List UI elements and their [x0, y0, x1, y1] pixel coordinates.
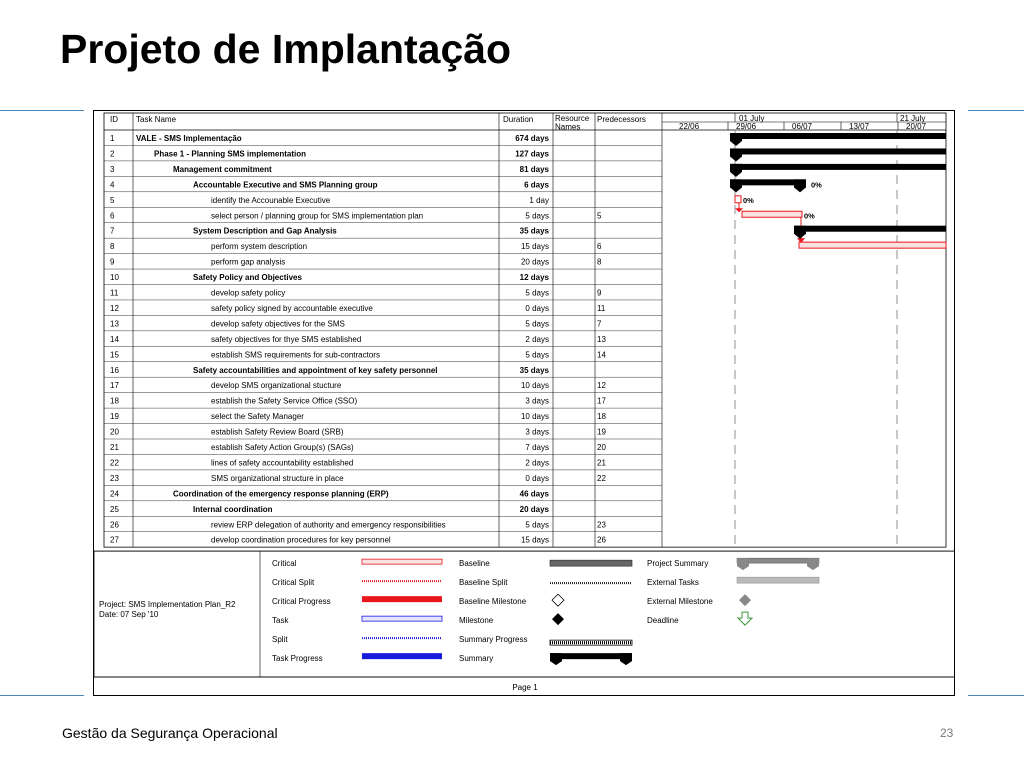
task-duration: 6 days — [524, 180, 549, 190]
task-id: 9 — [110, 257, 115, 267]
task-duration: 20 days — [519, 504, 549, 514]
bar-percent-label: 0% — [811, 180, 822, 190]
task-predecessor: 5 — [597, 211, 602, 221]
legend-task-swatch — [362, 616, 442, 621]
critical-bar-task-8 — [799, 242, 946, 248]
task-id: 20 — [110, 427, 119, 437]
summary-bar-task-4-cap — [794, 179, 806, 192]
summary-bar-task-3 — [730, 164, 946, 170]
summary-bar-task-2 — [730, 148, 946, 154]
task-predecessor: 22 — [597, 473, 606, 483]
task-id: 7 — [110, 226, 115, 236]
timescale — [662, 113, 946, 547]
header-id: ID — [110, 115, 118, 124]
task-predecessor: 20 — [597, 443, 606, 452]
task-name: establish Safety Review Board (SRB) — [211, 427, 344, 437]
legend-deadline-label: Deadline — [647, 616, 679, 626]
task-id: 8 — [110, 242, 115, 252]
task-predecessor: 26 — [597, 535, 606, 545]
task-duration: 10 days — [520, 412, 549, 422]
task-predecessor: 14 — [597, 350, 606, 360]
legend-milestone-icon — [552, 613, 564, 625]
task-predecessor: 19 — [597, 427, 606, 437]
legend — [94, 551, 955, 677]
header-task-name: Task Name — [136, 115, 177, 124]
legend-critical-split-label: Critical Split — [272, 578, 315, 588]
task-name: Management commitment — [173, 164, 272, 174]
timescale-week-label: 20/07 — [906, 122, 927, 131]
task-id: 1 — [110, 134, 115, 143]
gantt-chart — [94, 111, 955, 696]
legend-task-progress-label: Task Progress — [272, 654, 323, 664]
task-duration: 46 days — [519, 489, 549, 499]
task-rows — [110, 134, 606, 545]
task-name: perform system description — [211, 242, 308, 252]
page-number: 23 — [940, 726, 954, 740]
page-footer — [94, 677, 955, 692]
legend-summary-swatch — [550, 653, 632, 659]
task-duration: 5 days — [525, 350, 549, 360]
legend-task-progress-swatch — [362, 653, 442, 659]
task-name: Phase 1 - Planning SMS implementation — [154, 149, 307, 159]
task-duration: 2 days — [525, 458, 549, 468]
header-duration: Duration — [503, 115, 534, 124]
legend-external-tasks-label: External Tasks — [647, 578, 699, 588]
task-id: 27 — [110, 535, 119, 545]
divider-left-bottom — [0, 695, 84, 696]
task-id: 19 — [110, 412, 119, 422]
task-name: SMS organizational structure in place — [211, 473, 344, 483]
legend-summary-cap — [550, 653, 562, 665]
task-duration: 5 days — [525, 520, 549, 530]
task-duration: 15 days — [520, 535, 549, 545]
task-duration: 35 days — [519, 365, 549, 375]
summary-bar-task-4-cap — [730, 179, 742, 192]
timescale-top-label: 01 July — [739, 114, 765, 123]
task-id: 23 — [110, 473, 119, 483]
critical-bar-task-6 — [742, 211, 802, 217]
task-duration: 5 days — [525, 211, 549, 221]
legend-external-tasks-swatch — [737, 577, 819, 583]
legend-deadline-icon — [738, 612, 752, 625]
task-predecessor: 6 — [597, 242, 602, 252]
task-id: 5 — [110, 195, 115, 205]
legend-external-milestone-label: External Milestone — [647, 597, 713, 607]
task-predecessor: 8 — [597, 257, 602, 267]
legend-summary-label: Summary — [459, 654, 494, 664]
task-id: 14 — [110, 334, 119, 344]
task-id: 22 — [110, 458, 119, 468]
task-id: 11 — [110, 288, 119, 298]
summary-bar-task-1-cap — [730, 133, 742, 146]
legend-frame — [94, 551, 955, 677]
gantt-document — [93, 110, 955, 696]
task-duration: 10 days — [520, 381, 549, 391]
task-duration: 5 days — [525, 288, 549, 298]
task-id: 17 — [110, 381, 119, 391]
task-name: Accountable Executive and SMS Planning group — [193, 180, 378, 190]
summary-bar-task-7-cap — [794, 226, 806, 239]
task-predecessor: 11 — [597, 303, 606, 313]
divider-right-bottom — [968, 695, 1024, 696]
task-name: select the Safety Manager — [211, 412, 304, 422]
task-predecessor: 17 — [597, 396, 606, 406]
task-predecessor: 9 — [597, 288, 602, 298]
task-duration: 3 days — [525, 427, 549, 437]
task-duration: 15 days — [520, 242, 549, 252]
task-id: 16 — [110, 365, 119, 375]
legend-baseline-swatch — [550, 560, 632, 566]
task-duration: 2 days — [525, 334, 549, 344]
legend-task-label: Task — [272, 616, 289, 626]
task-duration: 0 days — [525, 303, 549, 313]
task-name: identify the Accounable Executive — [211, 195, 331, 205]
task-name: perform gap analysis — [211, 257, 286, 267]
legend-project-summary-cap — [737, 558, 749, 570]
header-resource-names-1: Resource — [555, 114, 590, 123]
slide-title: Projeto de Implantação — [60, 26, 512, 72]
task-name: VALE - SMS Implementação — [136, 134, 242, 143]
divider-left — [0, 110, 84, 111]
task-duration: 3 days — [525, 396, 549, 406]
task-name: System Description and Gap Analysis — [193, 226, 337, 236]
legend-baseline-milestone-label: Baseline Milestone — [459, 597, 527, 607]
legend-project-summary-cap — [807, 558, 819, 570]
legend-baseline-label: Baseline — [459, 559, 490, 569]
task-id: 12 — [110, 303, 119, 313]
task-id: 4 — [110, 180, 115, 190]
task-duration: 5 days — [525, 319, 549, 329]
task-duration: 12 days — [519, 273, 549, 283]
task-name: develop SMS organizational stucture — [211, 381, 342, 391]
summary-bar-task-1 — [730, 133, 946, 139]
task-name: develop safety objectives for the SMS — [211, 319, 345, 329]
task-name: Coordination of the emergency response planning (ERP) — [173, 489, 389, 499]
critical-bar-task-5 — [735, 196, 741, 203]
task-name: develop safety policy — [211, 288, 286, 298]
legend-external-milestone-icon — [739, 594, 751, 606]
legend-project-summary-swatch — [737, 558, 819, 563]
timescale-week-label: 06/07 — [792, 122, 813, 131]
legend-summary-progress-label: Summary Progress — [459, 635, 528, 645]
task-name: Safety accountabilities and appointment of key safety personnel — [193, 365, 438, 375]
task-duration: 81 days — [519, 164, 549, 174]
legend-baseline-split-label: Baseline Split — [459, 578, 508, 588]
task-name: develop coordination procedures for key personnel — [211, 535, 391, 545]
task-name: safety objectives for thye SMS established — [211, 334, 362, 344]
timescale-week-label: 29/06 — [736, 122, 757, 131]
bar-percent-label: 0% — [743, 195, 754, 205]
task-id: 2 — [110, 149, 115, 159]
summary-bar-task-2-cap — [730, 148, 742, 161]
task-name: safety policy signed by accountable executive — [211, 303, 373, 313]
bar-percent-label: 0% — [804, 211, 815, 221]
task-id: 3 — [110, 164, 115, 174]
divider-right — [968, 110, 1024, 111]
task-duration: 7 days — [525, 443, 549, 452]
task-duration: 35 days — [519, 226, 549, 236]
page-label: Page 1 — [512, 683, 538, 692]
task-predecessor: 7 — [597, 319, 602, 329]
task-id: 26 — [110, 520, 119, 530]
legend-project-summary-label: Project Summary — [647, 559, 709, 569]
timescale-top-label: 21 July — [900, 114, 926, 123]
table-header — [110, 114, 646, 132]
task-name: establish SMS requirements for sub-contractors — [211, 350, 380, 360]
task-id: 25 — [110, 504, 119, 514]
task-duration: 127 days — [515, 149, 549, 159]
task-name: establish the Safety Service Office (SSO) — [211, 396, 358, 406]
task-id: 6 — [110, 211, 115, 221]
summary-bar-task-3-cap — [730, 164, 742, 177]
task-id: 21 — [110, 443, 119, 452]
legend-milestone-label: Milestone — [459, 616, 494, 626]
task-name: select person / planning group for SMS implementation plan — [211, 211, 424, 221]
legend-baseline-milestone-icon — [552, 594, 564, 606]
task-duration: 20 days — [520, 257, 549, 267]
legend-critical-label: Critical — [272, 559, 297, 569]
footer-text: Gestão da Segurança Operacional — [62, 725, 278, 741]
task-predecessor: 13 — [597, 334, 606, 344]
header-predecessors: Predecessors — [597, 115, 646, 124]
legend-critical-progress-label: Critical Progress — [272, 597, 331, 607]
legend-critical-progress-swatch — [362, 596, 442, 602]
task-name: review ERP delegation of authority and emergency responsibilities — [211, 520, 446, 530]
task-name: lines of safety accountability established — [211, 458, 354, 468]
legend-date: Date: 07 Sep '10 — [99, 610, 159, 620]
task-duration: 1 day — [529, 195, 549, 205]
task-predecessor: 18 — [597, 412, 606, 422]
task-predecessor: 23 — [597, 520, 606, 530]
task-id: 18 — [110, 396, 119, 406]
legend-critical-swatch — [362, 559, 442, 564]
task-name: establish Safety Action Group(s) (SAGs) — [211, 443, 354, 452]
legend-summary-cap — [620, 653, 632, 665]
header-resource-names-2: Names — [555, 122, 581, 132]
timescale-week-label: 13/07 — [849, 122, 870, 131]
task-id: 24 — [110, 489, 119, 499]
task-id: 13 — [110, 319, 119, 329]
task-predecessor: 12 — [597, 381, 606, 391]
task-name: Safety Policy and Objectives — [193, 273, 302, 283]
task-duration: 674 days — [515, 134, 549, 143]
task-duration: 0 days — [525, 473, 549, 483]
gantt-bars — [730, 133, 946, 248]
legend-project: Project: SMS Implementation Plan_R2 — [99, 600, 236, 610]
legend-split-label: Split — [272, 635, 288, 645]
task-id: 15 — [110, 350, 119, 360]
task-name: Internal coordination — [193, 504, 273, 514]
task-id: 10 — [110, 273, 119, 283]
summary-bar-task-7 — [794, 226, 946, 232]
task-predecessor: 21 — [597, 458, 606, 468]
timescale-week-label: 22/06 — [679, 122, 700, 131]
